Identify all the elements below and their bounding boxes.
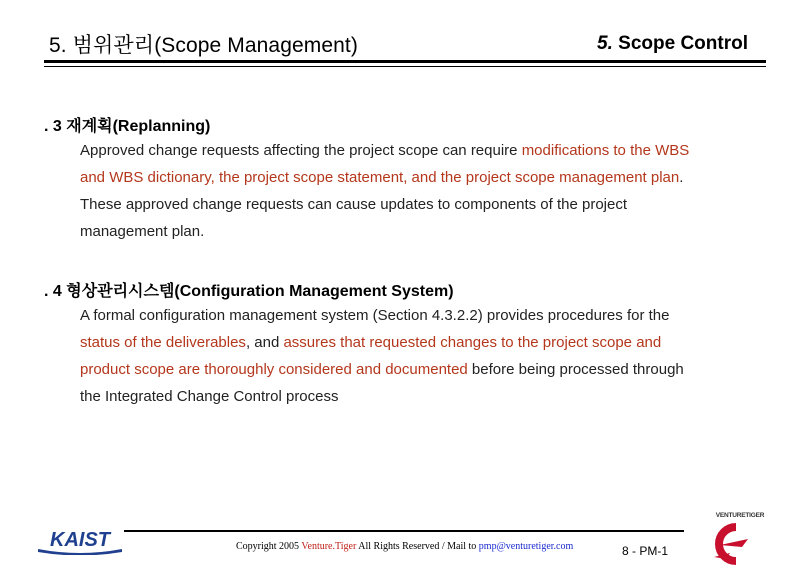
body-line xyxy=(80,191,750,218)
body-text-run: management plan. xyxy=(80,223,205,240)
highlighted-text: assures that requested changes to the project scope and xyxy=(283,334,662,351)
copyright-brand: Venture.Tiger xyxy=(301,541,357,552)
section-body-configuration xyxy=(80,302,750,410)
slide-subtitle xyxy=(597,33,748,55)
highlighted-text: modifications to the WBS xyxy=(521,142,690,159)
body-text-run: . xyxy=(679,169,684,186)
body-text-run: Approved change requests affecting the project scope can require xyxy=(80,142,522,159)
body-line xyxy=(80,383,750,410)
body-line xyxy=(80,356,750,383)
venturetiger-logo-text: VENTURETIGER xyxy=(715,512,765,519)
section-heading-configuration: . 4 형상관리시스템(Configuration Management System) xyxy=(44,283,454,300)
kaist-logo xyxy=(36,527,124,555)
body-line xyxy=(80,218,750,245)
body-text-run: before being processed through xyxy=(467,361,684,378)
header-divider-thick xyxy=(44,60,766,63)
header-divider-thin xyxy=(44,66,766,67)
body-line xyxy=(80,137,750,164)
body-text-run: , and xyxy=(245,334,284,351)
body-text-run: These approved change requests can cause updates to components of the project xyxy=(80,196,628,213)
subtitle-number: 5. xyxy=(597,33,613,54)
subtitle-text: Scope Control xyxy=(618,33,748,54)
contact-email-link[interactable]: pmp@venturetiger.com xyxy=(478,541,574,552)
page-number: 8 - PM-1 xyxy=(622,544,669,558)
body-line xyxy=(80,329,750,356)
page-title: 5. 범위관리(Scope Management) xyxy=(49,34,358,57)
section-body-replanning xyxy=(80,137,750,245)
kaist-logo-text: KAIST xyxy=(50,529,110,551)
body-text-run: A formal configuration management system (Section 4.3.2.2) provides procedures for the xyxy=(80,307,670,324)
body-text-run: the Integrated Change Control process xyxy=(80,388,339,405)
venturetiger-logo xyxy=(690,505,782,567)
highlighted-text: product scope are thoroughly considered and documented xyxy=(80,361,468,378)
copyright-prefix: Copyright 2005 xyxy=(236,541,302,552)
body-line xyxy=(80,302,750,329)
copyright-notice xyxy=(236,541,573,552)
footer-divider xyxy=(124,530,684,532)
copyright-rights: All Rights Reserved / Mail to xyxy=(356,541,479,552)
section-heading-replanning: . 3 재계획(Replanning) xyxy=(44,118,211,135)
highlighted-text: status of the deliverables xyxy=(80,334,246,351)
highlighted-text: and WBS dictionary, the project scope statement, and the project scope management plan xyxy=(80,169,680,186)
body-line xyxy=(80,164,750,191)
